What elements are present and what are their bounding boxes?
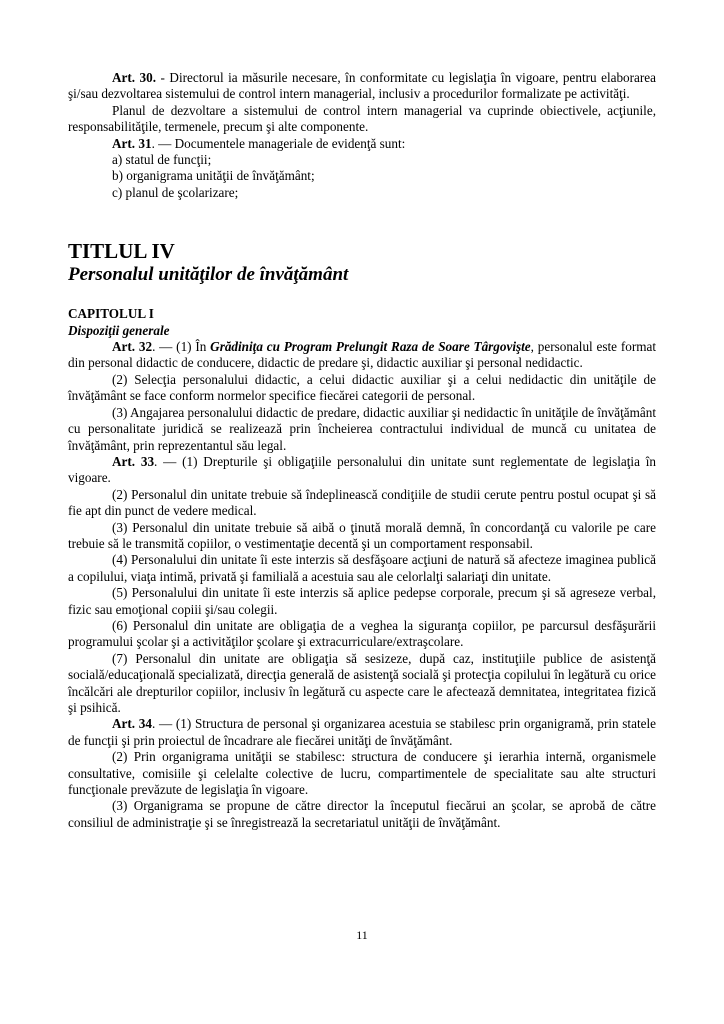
art34-paragraph xyxy=(68,716,656,749)
art32-paragraph-3: (3) Angajarea personalului didactic de predare, didactic auxiliar şi nedidactic în unităţile de învăţământ cu personalitate juridică se realizează prin încheierea contractului individual de muncă cu unitatea de învăţământ, prin reprezentantul său legal. xyxy=(68,404,656,453)
chapter-heading: CAPITOLUL I xyxy=(68,306,154,322)
art30-text: - Directorul ia măsurile necesare, în conformitate cu legislaţia în vigoare, pentru elaborarea şi/sau dezvoltarea sistemului de control intern managerial, inclusiv a procedurilor formalizate pe activităţi. xyxy=(68,70,656,102)
art30-paragraph xyxy=(68,70,656,103)
art33-paragraph-7: (7) Personalul din unitate are obligaţia să sesizeze, după caz, instituţiile publice de asistenţă socială/educaţională specializată, direcţia generală de asistenţă socială şi protecţia copilului în legătură cu orice încălcări ale drepturilor copiilor, inclusiv în legătură cu aspecte care le afectează demnitatea, integritatea fizică şi psihică. xyxy=(68,650,656,715)
section-art34 xyxy=(68,716,656,831)
art30-label: Art. 30. xyxy=(112,70,157,85)
art30-paragraph-2: Planul de dezvoltare a sistemului de control intern managerial va cuprinde obiectivele, acţiunile, responsabilităţile, termenele, precum şi alte componente. xyxy=(68,102,656,135)
page-number: 11 xyxy=(356,928,368,942)
list-item: a) statul de funcţii; xyxy=(112,152,212,168)
art33-label: Art. 33 xyxy=(112,453,155,469)
art33-paragraph-2: (2) Personalul din unitate trebuie să îndeplinească condiţiile de studii cerute pentru postul ocupat şi să fie apt din punct de vedere medical. xyxy=(68,486,656,519)
art32-paragraph-2: (2) Selecţia personalului didactic, a celui didactic auxiliar şi a celui nedidactic din unităţile de învăţământ se face conform normelor specifice fiecărei categorii de personal. xyxy=(68,371,656,404)
art33-paragraph-4: (4) Personalului din unitate îi este interzis să desfăşoare acţiuni de natură să afecteze imaginea publică a copilului, viaţa intimă, privată şi familială a acestuia sau ale celorlalţi salariaţi din unitate. xyxy=(68,552,656,584)
institution-name: Grădiniţa cu Program Prelungit Raza de Soare Târgovişte xyxy=(210,339,531,355)
art32-label: Art. 32 xyxy=(112,339,153,355)
art33-paragraph xyxy=(68,454,656,487)
art31-text: . — Documentele manageriale de evidenţă sunt: xyxy=(151,135,406,151)
art33-paragraph-5: (5) Personalului din unitate îi este interzis să aplice pedepse corporale, precum şi să agreseze verbal, fizic sau emoţional copiii şi/sau colegii. xyxy=(68,585,656,617)
art31-label: Art. 31 xyxy=(112,135,152,151)
art32-post: , personalul este format din personal didactic de conducere, didactic de predare şi, didactic auxiliar şi personal nedidactic. xyxy=(68,339,656,371)
title-subheading: Personalul unităţilor de învăţământ xyxy=(68,264,349,286)
art32-pre: . — (1) În xyxy=(152,339,211,355)
section-art32 xyxy=(68,339,656,454)
title-heading: TITLUL IV xyxy=(68,239,175,264)
list-item: c) planul de şcolarizare; xyxy=(112,184,239,200)
art34-label: Art. 34 xyxy=(112,716,152,732)
art33-paragraph-3: (3) Personalul din unitate trebuie să aibă o ţinută morală demnă, în concordanţă cu valorile pe care trebuie să le transmită copiilor, o vestimentaţie decentă şi un comportament responsabil. xyxy=(68,519,656,551)
list-item: b) organigrama unităţii de învăţământ; xyxy=(112,168,315,184)
chapter-subheading: Dispoziţii generale xyxy=(68,322,170,338)
art31-paragraph xyxy=(68,136,656,152)
art34-paragraph-3: (3) Organigrama se propune de către director la începutul fiecărui an şcolar, se aprobă de către consiliul de administraţie şi se înregistrează la secretariatul unităţii de învăţământ. xyxy=(68,798,656,830)
section-art30-31 xyxy=(68,70,656,201)
art34-text: . — (1) Structura de personal şi organizarea acestuia se stabilesc prin organigramă, prin statele de funcţii şi prin proiectul de încadrare ale fiecărei unităţi de învăţământ. xyxy=(68,716,656,748)
art33-text: . — (1) Drepturile şi obligaţiile personalului din unitate sunt reglementate de legislaţia în vigoare. xyxy=(68,453,656,486)
art34-paragraph-2: (2) Prin organigrama unităţii se stabilesc: structura de conducere şi ierarhia internă, organismele consultative, comisiile şi celelalte colective de lucru, compartimentele de specialitate sau alte structuri funcţionale prevăzute de legislaţia în vigoare. xyxy=(68,749,656,798)
art32-paragraph xyxy=(68,339,656,372)
art33-paragraph-6: (6) Personalul din unitate are obligaţia de a veghea la siguranţa copiilor, pe parcursul desfăşurării programului şcolar şi a activităţilor şcolare şi extracurriculare/extraşcolare. xyxy=(68,617,656,650)
section-art33 xyxy=(68,454,656,717)
